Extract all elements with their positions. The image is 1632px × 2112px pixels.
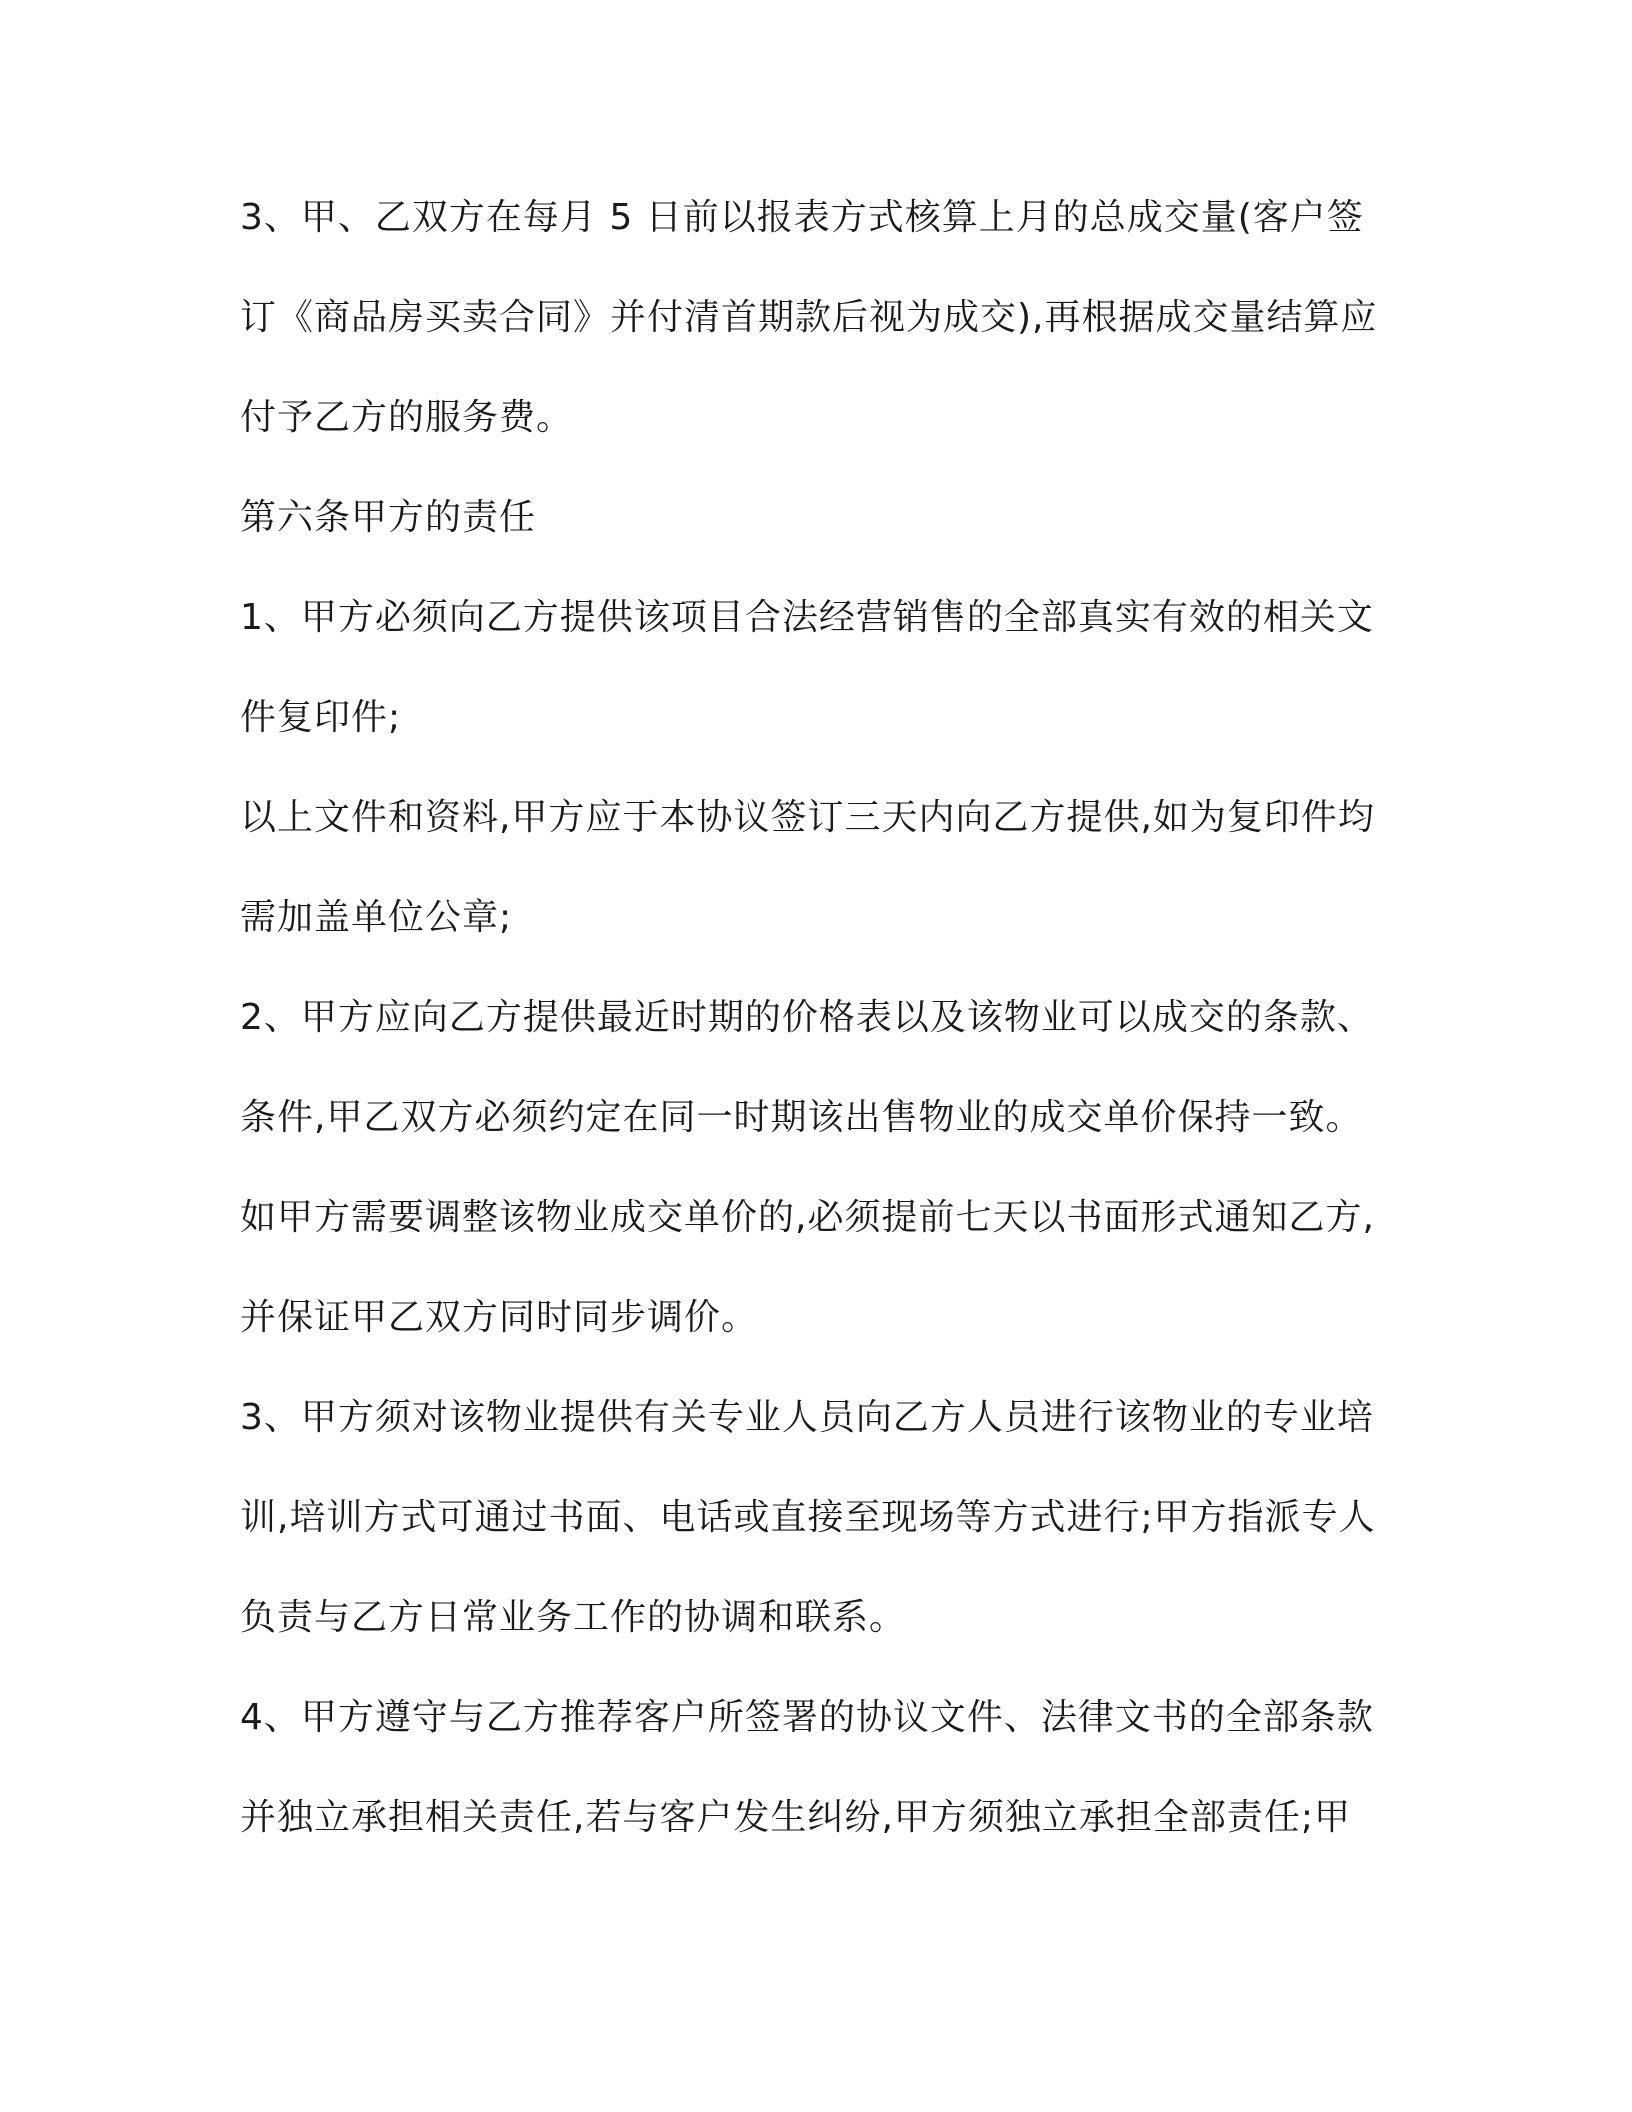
paragraph-line: 订《商品房买卖合同》并付清首期款后视为成交),再根据成交量结算应 [240, 297, 1378, 338]
paragraph-line: 2、甲方应向乙方提供最近时期的价格表以及该物业可以成交的条款、 [240, 997, 1374, 1038]
paragraph-line: 如甲方需要调整该物业成交单价的,必须提前七天以书面形式通知乙方, [240, 1197, 1375, 1238]
paragraph-line: 3、甲方须对该物业提供有关专业人员向乙方人员进行该物业的专业培 [240, 1397, 1374, 1438]
paragraph-line: 以上文件和资料,甲方应于本协议签订三天内向乙方提供,如为复印件均 [240, 797, 1375, 838]
paragraph-line: 负责与乙方日常业务工作的协调和联系。 [240, 1597, 907, 1638]
paragraph-line: 需加盖单位公章; [240, 897, 513, 938]
paragraph-line: 训,培训方式可通过书面、电话或直接至现场等方式进行;甲方指派专人 [240, 1497, 1376, 1538]
paragraph-line: 件复印件; [240, 697, 402, 738]
paragraph-line: 1、甲方必须向乙方提供该项目合法经营销售的全部真实有效的相关文 [240, 597, 1374, 638]
paragraph-line: 4、甲方遵守与乙方推荐客户所签署的协议文件、法律文书的全部条款 [240, 1697, 1374, 1738]
paragraph-line: 并保证甲乙双方同时同步调价。 [240, 1297, 759, 1338]
section-heading: 第六条甲方的责任 [240, 497, 537, 538]
paragraph-line: 付予乙方的服务费。 [240, 397, 574, 438]
paragraph-line: 条件,甲乙双方必须约定在同一时期该出售物业的成交单价保持一致。 [240, 1097, 1363, 1138]
paragraph-line: 并独立承担相关责任,若与客户发生纠纷,甲方须独立承担全部责任;甲 [240, 1797, 1352, 1838]
paragraph-line: 3、甲、乙双方在每月 5 日前以报表方式核算上月的总成交量(客户签 [240, 197, 1364, 238]
